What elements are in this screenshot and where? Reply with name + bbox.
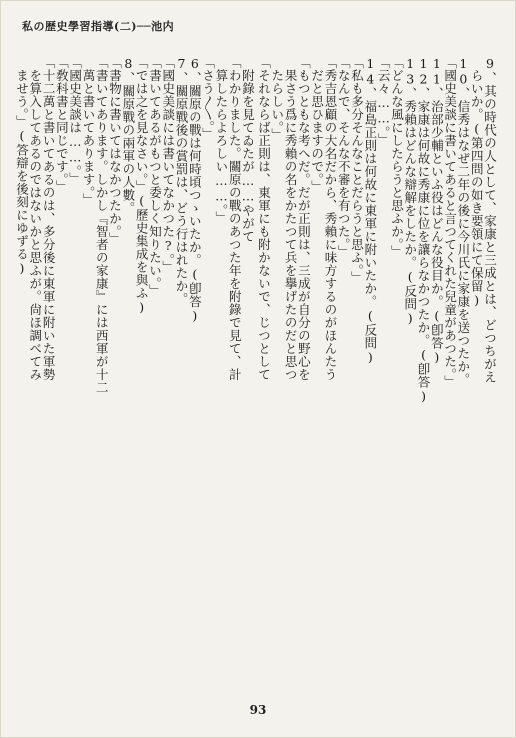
- text-column: 果さう爲に秀賴の名をかたつて兵を擧げたのだと思つ: [283, 56, 299, 381]
- text-column: を算入してあるのではないかと思ふが。尙ほ調べてみ: [27, 56, 43, 381]
- text-column: 10、信秀はなぜ二年の後に今川氏に家康を送つたか。: [455, 56, 471, 386]
- text-column: 算したらよろしい……。」: [213, 56, 229, 224]
- text-column: 「私も多分そんなことだらうと思ふ。」: [349, 56, 365, 284]
- text-column: 7、關原戰後の賞罰は、どう行はれたか。: [174, 56, 190, 306]
- text-column: 「云々……。」: [376, 56, 392, 146]
- text-column: 「では之を見なさい。」(歷史集成を與ふ): [134, 56, 150, 315]
- text-column: 「さう〳〵。」: [200, 56, 216, 141]
- text-column: 「國史美談には書いてなかつた?。」: [160, 56, 176, 274]
- text-column: 9、其の時代の人として、家康と三成とは、どつちがえ: [482, 56, 498, 384]
- text-column: らいか。(第四問の如き要領にて保留): [469, 56, 485, 308]
- text-column: 「書いてあるがもつと委しく知りたい。」: [147, 56, 163, 297]
- running-header: 私の歴史學習指導(二)──池内: [22, 20, 175, 33]
- page-number: 93: [249, 703, 267, 717]
- text-column: 「もつともな考へだ。だが正則は、三成が自分の野心を: [296, 56, 312, 381]
- text-column: たらしい。」: [269, 56, 285, 141]
- text-column: 「十二萬と書いてあるのは、多分後に東軍に附いた軍勢: [41, 56, 57, 381]
- text-column: 12、家康は何故に秀康に位を讓らなかつたか。(卽答): [416, 56, 432, 404]
- text-column: 「書いてあります。しかし『智者の家康』には西軍が十二: [94, 56, 110, 394]
- text-column: 14、福島正則は何故に東軍に附いたか。(反問): [362, 56, 378, 365]
- text-column: だと思ひますので。」: [309, 56, 325, 193]
- text-column: 「どんな風にしたらうと思ふか。」: [389, 56, 405, 258]
- text-column: 「それならば正則は、東軍にも附かないで、じつとして: [256, 56, 272, 381]
- text-column: 「わかりました。關原の戰のあつた年を附錄で見て、計: [227, 56, 243, 381]
- text-column: 「書物に書いてはなかつたか。」: [107, 56, 123, 245]
- text-column: 「敎科書と同じです。」: [54, 56, 70, 193]
- text-column: 「なんで、そんな不審を有つた。」: [336, 56, 352, 258]
- text-column: 「國史美談に書いてあると言つてくれた兒童があつた。」: [442, 56, 458, 388]
- text-column: 附錄を見てゐたが……やがて: [240, 56, 256, 243]
- text-column: ませう。」(答辯を後刻にゆずる): [14, 56, 30, 276]
- text-column: 「秀吉恩顧の大名だから、秀賴に味方するのがほんたう: [322, 56, 338, 381]
- text-column: 8、關原戰の兩軍の人數。: [120, 56, 136, 215]
- text-column: 萬と書いてあります。」: [80, 56, 96, 206]
- text-column: 6、關原の戰は何時頃つゝいたか。(卽答): [187, 56, 203, 324]
- text-column: 「國史美談は……。」: [67, 56, 83, 185]
- text-column: 11、治部少輔といふ役はどんな役目か。(卽答): [429, 56, 445, 365]
- text-column: 13、秀賴はどんな辯解をしたか。(反問): [402, 56, 418, 326]
